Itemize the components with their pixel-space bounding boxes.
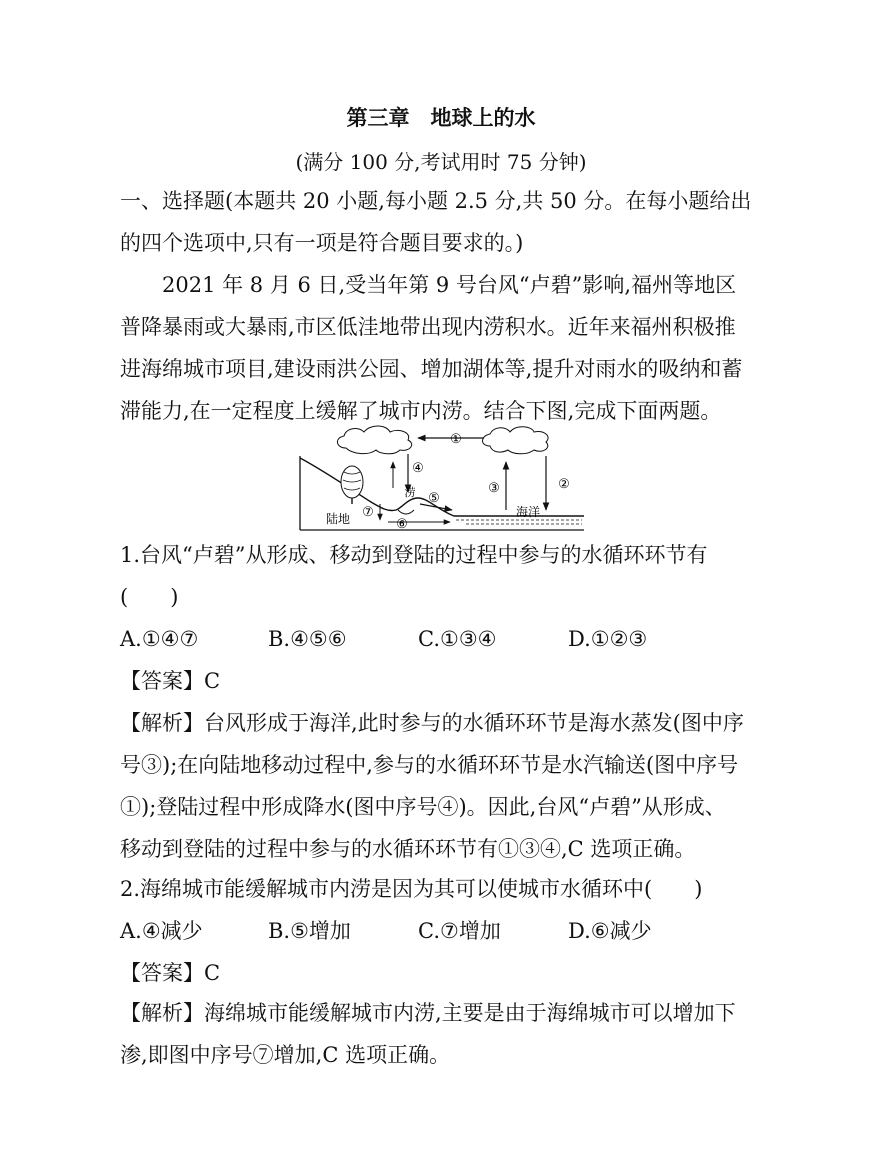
exam-info: (满分 100 分,考试用时 75 分钟)	[295, 150, 587, 174]
q1-option-b: B.④⑤⑥	[268, 627, 347, 651]
section-heading-line-2: 的四个选项中,只有一项是符合题目要求的。)	[120, 231, 524, 255]
lake-basin	[398, 510, 414, 514]
intro-line-1: 2021 年 8 月 6 日,受当年第 9 号台风“卢碧”影响,福州等地区	[162, 273, 737, 297]
label-5: ⑤	[428, 491, 440, 506]
label-1: ①	[450, 432, 462, 447]
land-label: 陆地	[326, 512, 351, 526]
q1-answer-blank: ( )	[120, 585, 179, 609]
ocean-cloud	[483, 427, 549, 454]
section-heading-line-1: 一、选择题(本题共 20 小题,每小题 2.5 分,共 50 分。在每小题给出	[120, 189, 752, 213]
q1-option-c: C.①③④	[418, 627, 497, 651]
q1-analysis-line-2: 号③);在向陆地移动过程中,参与的水循环环节是水汽输送(图中序号	[120, 753, 739, 777]
q1-stem: 1.台风“卢碧”从形成、移动到登陆的过程中参与的水循环环节有	[120, 543, 708, 567]
intro-line-4: 滞能力,在一定程度上缓解了城市内涝。结合下图,完成下面两题。	[120, 399, 722, 423]
page-title: 第三章 地球上的水	[346, 106, 536, 130]
label-2: ②	[558, 477, 570, 492]
q2-analysis-line-1: 【解析】海绵城市能缓解城市内涝,主要是由于海绵城市可以增加下	[120, 1001, 736, 1025]
q2-stem: 2.海绵城市能缓解城市内涝是因为其可以使城市水循环中( )	[120, 877, 703, 901]
water-cycle-diagram	[296, 424, 586, 534]
lake-label: 涝	[404, 486, 416, 499]
q2-option-c: C.⑦增加	[418, 919, 501, 943]
q2-analysis-line-2: 渗,即图中序号⑦增加,C 选项正确。	[120, 1043, 451, 1067]
q1-option-d: D.①②③	[568, 627, 648, 651]
tree-icon	[341, 466, 363, 504]
q1-analysis-line-3: ①);登陆过程中形成降水(图中序号④)。因此,台风“卢碧”从形成、	[120, 795, 726, 819]
intro-line-3: 进海绵城市项目,建设雨洪公园、增加湖体等,提升对雨水的吸纳和蓄	[120, 357, 743, 381]
q1-answer: 【答案】C	[120, 669, 221, 693]
ocean-label: 海洋	[516, 505, 541, 519]
q1-analysis-line-1: 【解析】台风形成于海洋,此时参与的水循环环节是海水蒸发(图中序	[120, 711, 744, 735]
q2-option-a: A.④减少	[120, 919, 203, 943]
q2-option-b: B.⑤增加	[268, 919, 351, 943]
land-cloud	[337, 426, 411, 454]
label-6: ⑥	[396, 517, 408, 532]
intro-line-2: 普降暴雨或大暴雨,市区低洼地带出现内涝积水。近年来福州积极推	[120, 315, 736, 339]
label-3: ③	[488, 481, 500, 496]
q1-analysis-line-4: 移动到登陆的过程中参与的水循环环节有①③④,C 选项正确。	[120, 837, 696, 861]
q1-option-a: A.①④⑦	[120, 627, 199, 651]
q2-option-d: D.⑥减少	[568, 919, 652, 943]
label-4: ④	[412, 461, 424, 476]
label-7: ⑦	[362, 505, 374, 520]
q2-answer: 【答案】C	[120, 961, 221, 985]
